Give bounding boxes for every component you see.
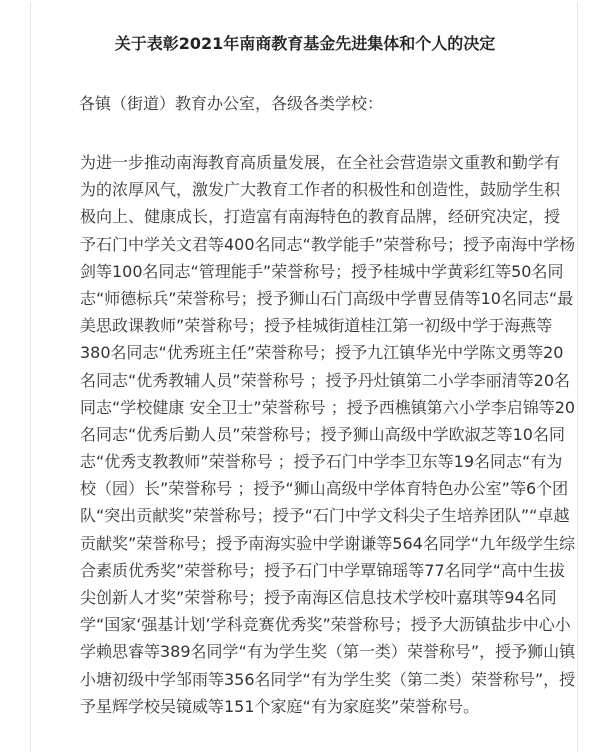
body-paragraph	[80, 149, 600, 720]
body-line: 学赖思睿等389名同学“有为学生奖（第一类）荣誉称号”，授予狮山镇	[80, 642, 576, 662]
body-line: 合素质优秀奖”荣誉称号；授予石门中学覃锦瑶等77名同学“高中生拔	[80, 560, 565, 580]
body-line: 队“突出贡献奖”荣誉称号；授予“石门中学文科尖子生培养团队”“卓越	[80, 506, 570, 526]
body-line: 极向上、健康成长，打造富有南海特色的教育品牌，经研究决定，授	[80, 207, 561, 227]
body-line: 名同志“优秀后勤人员”荣誉称号；授予狮山高级中学欧淑芝等10名同	[80, 424, 565, 444]
body-line: 予石门中学关文君等400名同志“教学能手”荣誉称号；授予南海中学杨	[80, 234, 576, 254]
body-line: 为的浓厚风气，激发广大教育工作者的积极性和创造性，鼓励学生积	[80, 180, 561, 200]
body-line: 志“师德标兵”荣誉称号；授予狮山石门高级中学曹昱倩等10名同志“最	[80, 288, 574, 308]
body-line: 380名同志“优秀班主任”荣誉称号；授予九江镇华光中学陈文勇等20	[80, 343, 564, 363]
body-line: 校（园）长”荣誉称号 ；授予“狮山高级中学体育特色办公室”等6个团	[80, 479, 569, 499]
body-line: 美思政课教师”荣誉称号；授予桂城街道桂江第一初级中学于海燕等	[80, 316, 553, 336]
salutation: 各镇（街道）教育办公室，各级各类学校：	[79, 94, 384, 113]
document-title: 关于表彰2021年南商教育基金先进集体和个人的决定	[114, 34, 496, 53]
body-line: 志“优秀支教教师”荣誉称号 ；授予石门中学李卫东等19名同志“有为	[80, 452, 563, 472]
body-line: 为进一步推动南海教育高质量发展，在全社会营造崇文重教和勤学有	[80, 153, 561, 172]
document-frame	[30, 2, 578, 752]
body-line: 剑等100名同志“管理能手”荣誉称号；授予桂城中学黄彩红等50名同	[80, 261, 564, 281]
body-line: 予星辉学校吴镜威等151个家庭“有为家庭奖”荣誉称号。	[80, 696, 480, 716]
body-line: 名同志“优秀教辅人员”荣誉称号 ；授予丹灶镇第二小学李丽清等20名	[80, 370, 571, 390]
body-line: 学“国家‘强基计划’学科竞赛优秀奖”荣誉称号；授予大沥镇盐步中心小	[80, 615, 571, 635]
body-line: 同志“学校健康 安全卫士”荣誉称号 ；授予西樵镇第六小学李启锦等20	[80, 397, 576, 417]
body-line: 贡献奖”荣誉称号；授予南海实验中学谢谦等564名同学“九年级学生综	[80, 533, 576, 553]
body-line: 尖创新人才奖”荣誉称号；授予南海区信息技术学校叶嘉琪等94名同	[80, 588, 557, 607]
body-line: 小塘初级中学邹雨等356名同学“有为学生奖（第二类）荣誉称号”，授	[80, 669, 576, 689]
